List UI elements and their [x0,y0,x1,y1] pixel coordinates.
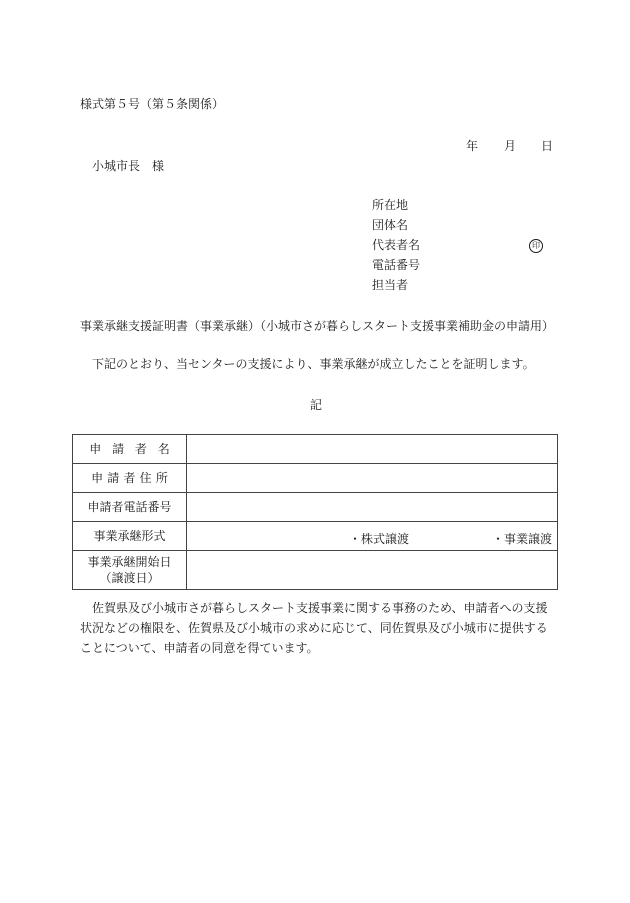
row-label-applicant-phone: 申請者電話番号 [73,493,187,522]
form-number: 様式第５号（第５条関係） [80,97,225,111]
date-day-label: 日 [541,139,554,153]
addressee-name: 小城市長 [92,159,141,173]
applicant-field-address: 所在地 [372,198,409,212]
succession-type-field [187,522,558,551]
table-row [73,551,558,590]
table-row [73,435,558,464]
row-label-applicant-name: 申請者名 [73,435,187,464]
row-label-applicant-address: 申請者住所 [73,464,187,493]
date-year-label: 年 [466,139,479,153]
addressee-honorific: 様 [152,159,165,173]
table-row [73,493,558,522]
applicant-field-representative: 代表者名 [372,238,421,252]
table-row [73,522,558,551]
row-label-succession-date-line1: 事業承継開始日 [87,554,172,569]
applicant-phone-field[interactable] [187,493,558,522]
seal-icon: 印 [529,239,543,253]
consent-text: 佐賀県及び小城市さが暮らしスタート支援事業に関する事務のため、申請者への支援状況などの権限を、佐賀県及び小城市の求めに応じて、同佐賀県及び小城市に提供することについて、申請者の同意を得ています。 [80,601,548,655]
applicant-field-contact: 担当者 [372,278,409,292]
applicant-address-field[interactable] [187,464,558,493]
info-table [72,434,558,590]
applicant-block [372,199,420,299]
certification-statement: 下記のとおり、当センターの支援により、事業承継が成立したことを証明します。 [92,357,535,371]
date-month-label: 月 [504,139,517,153]
succession-date-field[interactable] [187,551,558,590]
option-stock-transfer[interactable]: ・株式譲渡 [349,532,410,546]
addressee [92,160,164,172]
applicant-name-field[interactable] [187,435,558,464]
applicant-field-org-name: 団体名 [372,218,409,232]
row-label-succession-date [73,551,187,590]
row-label-succession-type: 事業承継形式 [73,522,187,551]
ki-heading: 記 [310,398,323,412]
option-business-transfer[interactable]: ・事業譲渡 [492,532,553,546]
applicant-field-phone: 電話番号 [372,258,421,272]
row-label-succession-date-line2: （譲渡日） [99,571,160,585]
table-row [73,464,558,493]
document-title: 事業承継支援証明書（事業承継）（小城市さが暮らしスタート支援事業補助金の申請用） [80,319,555,333]
